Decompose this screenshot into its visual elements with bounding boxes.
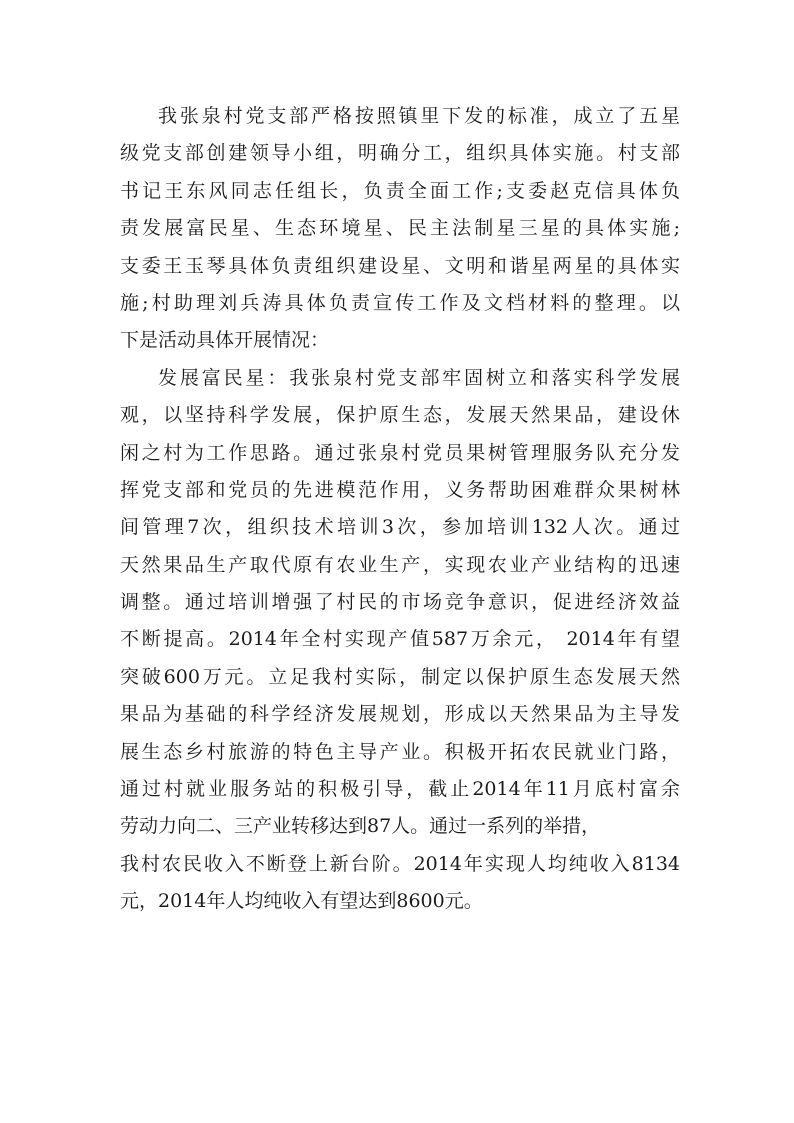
paragraph-1-line-7: 下是活动具体开展情况：	[120, 329, 330, 352]
paragraph-1-line-2: 级党支部创建领导小组，明确分工，组织具体实施。村支部	[120, 142, 680, 165]
paragraph-2-line-11: 展生态乡村旅游的特色主导产业。积极开拓农民就业门路，	[120, 740, 680, 763]
paragraph-2-line-2: 观，以坚持科学发展，保护原生态，发展天然果品，建设休	[120, 404, 680, 427]
paragraph-2-line-7: 调整。通过培训增强了村民的市场竞争意识，促进经济效益	[120, 591, 680, 614]
paragraph-2-line-6: 天然果品生产取代原有农业生产，实现农业产业结构的迅速	[120, 553, 680, 576]
paragraph-2-line-13: 劳动力向二、三产业转移达到87人。通过一系列的举措，	[120, 815, 601, 838]
paragraph-2-line-1: 发展富民星：我张泉村党支部牢固树立和落实科学发展	[158, 366, 680, 389]
paragraph-2-line-10: 果品为基础的科学经济发展规划，形成以天然果品为主导发	[120, 703, 680, 726]
paragraph-2-line-14: 我村农民收入不断登上新台阶。2014年实现人均纯收入8134	[120, 852, 680, 875]
paragraph-1-line-5: 支委王玉琴具体负责组织建设星、文明和谐星两星的具体实	[120, 254, 680, 277]
paragraph-2-line-12: 通过村就业服务站的积极引导，截止2014年11月底村富余	[120, 778, 680, 801]
paragraph-1-line-6: 施;村助理刘兵涛具体负责宣传工作及文档材料的整理。以	[120, 291, 680, 314]
paragraph-2-line-5: 间管理7次，组织技术培训3次，参加培训132人次。通过	[120, 516, 680, 539]
paragraph-2-line-8: 不断提高。2014年全村实现产值587万余元， 2014年有望	[120, 628, 680, 651]
paragraph-2-line-4: 挥党支部和党员的先进模范作用，义务帮助困难群众果树林	[120, 478, 680, 501]
paragraph-1-line-4: 责发展富民星、生态环境星、民主法制星三星的具体实施;	[120, 217, 680, 240]
paragraph-1-line-3: 书记王东风同志任组长，负责全面工作;支委赵克信具体负	[120, 179, 680, 202]
paragraph-1-line-1: 我张泉村党支部严格按照镇里下发的标准，成立了五星	[158, 105, 680, 127]
paragraph-2-line-9: 突破600万元。立足我村实际，制定以保护原生态发展天然	[120, 665, 680, 688]
paragraph-2-line-3: 闲之村为工作思路。通过张泉村党员果树管理服务队充分发	[120, 441, 680, 464]
document-body	[120, 98, 680, 921]
paragraph-2-line-15: 元，2014年人均纯收入有望达到8600元。	[120, 890, 483, 913]
